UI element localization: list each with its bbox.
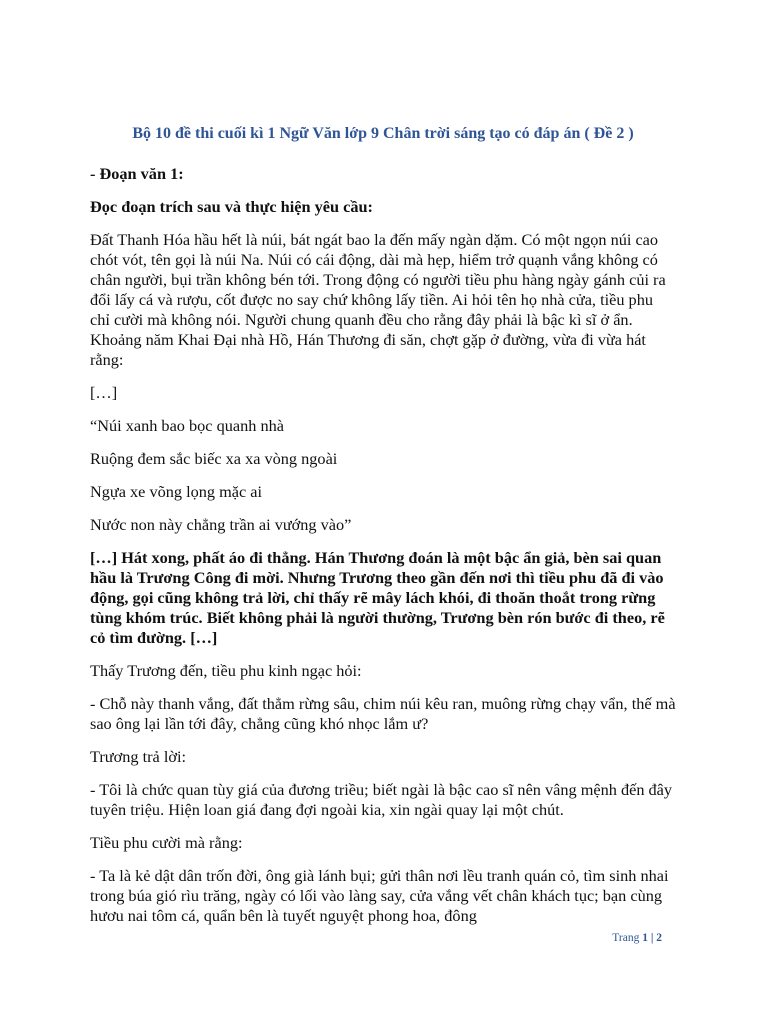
paragraph: - Đoạn văn 1: — [90, 164, 184, 183]
paragraph: - Chỗ này thanh vắng, đất thẳm rừng sâu, chim núi kêu ran, muông rừng chạy vẩn, thế mà sao ông lại lần tới đây, chẳng cũng khó nhọc lắm ư? — [90, 694, 676, 733]
paragraph: Trương trả lời: — [90, 747, 187, 766]
poem-line: Ngựa xe võng lọng mặc ai — [90, 482, 263, 501]
page-footer — [612, 932, 662, 944]
document-body — [90, 120, 676, 939]
paragraph: Đọc đoạn trích sau và thực hiện yêu cầu: — [90, 197, 373, 216]
paragraph: Tiều phu cười mà rằng: — [90, 833, 243, 852]
footer-total-pages: 2 — [656, 932, 662, 944]
paragraph: - Ta là kẻ dật dân trốn đời, ông già lánh bụi; gửi thân nơi lều tranh quán cỏ, tìm sinh nhai trong búa gió rìu trăng, ngày có lối vào làng say, cửa vắng vết chân khách tục; bạn cùng hươu nai tôm cá, quẩn bên là tuyết nguyệt phong hoa, đông — [90, 866, 669, 925]
footer-page-number: 1 — [642, 932, 648, 944]
footer-label: Trang — [612, 932, 640, 944]
paragraph: - Tôi là chức quan tùy giá của đương triều; biết ngài là bậc cao sĩ nên vâng mệnh đến đây tuyên triệu. Hiện loan giá đang đợi ngoài kia, xin ngài quay lại một chút. — [90, 780, 673, 819]
footer-separator: | — [650, 932, 654, 944]
paragraph: Đất Thanh Hóa hầu hết là núi, bát ngát bao la đến mấy ngàn dặm. Có một ngọn núi cao chót vót, tên gọi là núi Na. Núi có cái động, dài mà hẹp, hiểm trở quạnh vắng không có chân người, bụi trần không bén tới. Trong động có người tiều phu hàng ngày gánh củi ra đổi lấy cá và rượu, cốt được no say chứ không lấy tiền. Ai hỏi tên họ nhà cửa, tiều phu chỉ cười mà không nói. Người chung quanh đều cho rằng đây phải là bậc kì sĩ ở ẩn. Khoảng năm Khai Đại nhà Hồ, Hán Thương đi săn, chợt gặp ở đường, vừa đi vừa hát rằng: — [90, 230, 666, 369]
paragraph: […] — [90, 383, 118, 402]
document-title: Bộ 10 đề thi cuối kì 1 Ngữ Văn lớp 9 Chân trời sáng tạo có đáp án ( Đề 2 ) — [132, 125, 634, 142]
paragraph: […] Hát xong, phất áo đi thẳng. Hán Thương đoán là một bậc ẩn giả, bèn sai quan hầu là Trương Công đi mời. Nhưng Trương theo gần đến nơi thì tiều phu đã đi vào động, gọi cũng không trả lời, chỉ thấy rẽ mây lách khói, đi thoăn thoắt trong rừng tùng khóm trúc. Biết không phải là người thường, Trương bèn rón bước đi theo, rẽ cỏ tìm đường. […] — [90, 548, 665, 647]
poem-line: Nước non này chẳng trần ai vướng vào” — [90, 515, 352, 534]
paragraph: Thấy Trương đến, tiều phu kinh ngạc hỏi: — [90, 661, 362, 680]
poem-line: Ruộng đem sắc biếc xa xa vòng ngoài — [90, 449, 338, 468]
poem-line: “Núi xanh bao bọc quanh nhà — [90, 416, 284, 435]
